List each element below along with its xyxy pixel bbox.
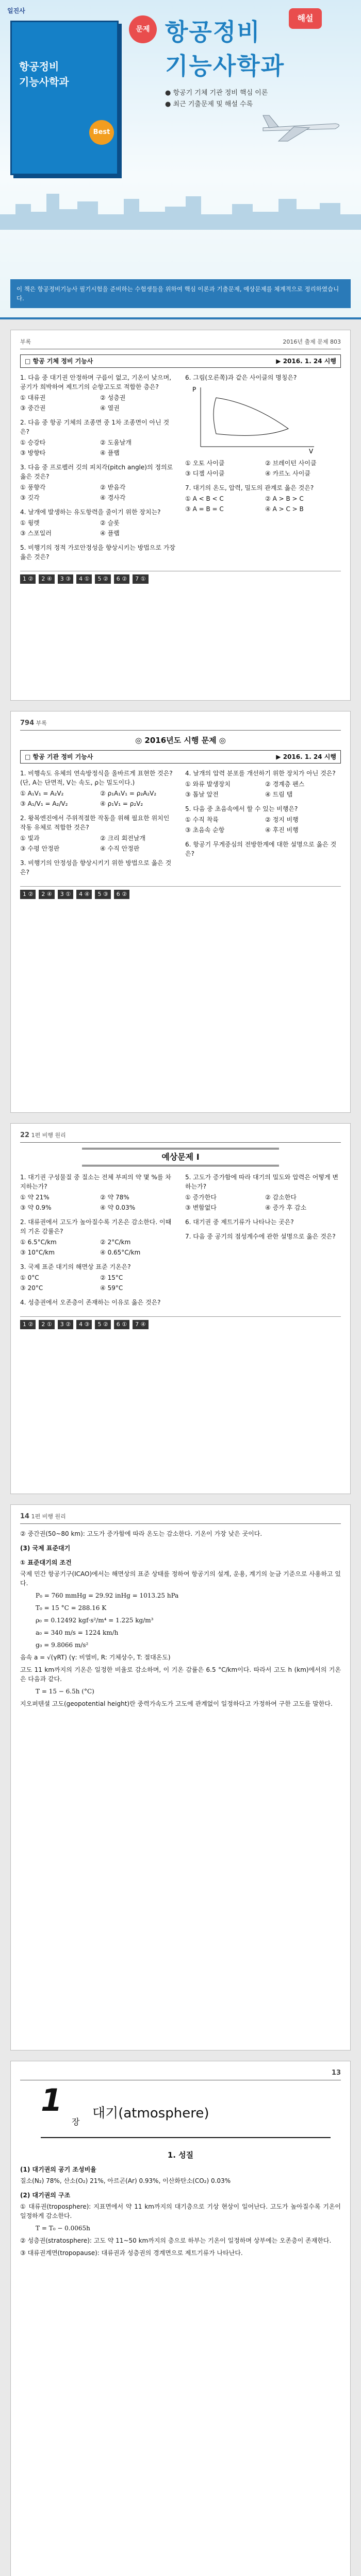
- exam-date: ▶ 2016. 1. 24 시행: [276, 358, 336, 365]
- page-number: 22: [20, 1131, 30, 1139]
- airplane-icon: [258, 108, 346, 144]
- cover-intro: 이 책은 항공정비기능사 필기시험을 준비하는 수험생들을 위하여 핵심 이론과 기출문제, 예상문제를 체계적으로 정리하였습니다.: [10, 279, 351, 308]
- book-cover: [0, 0, 361, 319]
- page-number: 794: [20, 719, 35, 727]
- question: 5. 비행기의 정적 가로안정성을 향상시키는 방법으로 가장 옳은 것은?: [20, 544, 175, 561]
- exam-page-1: [10, 330, 351, 701]
- feature-list: [165, 88, 268, 110]
- chapter-title: 대기(atmosphere): [92, 2106, 209, 2121]
- paragraph: 국제 민간 항공기구(ICAO)에서는 해면상의 표준 상태를 정하여 항공기의 설계, 운용, 계기의 눈금 기준으로 사용하고 있다.: [20, 1570, 341, 1587]
- page-number: 13: [331, 2069, 341, 2077]
- section-banner: ◎ 2016년도 시행 문제 ◎: [135, 736, 226, 745]
- runhead-right: 2016년 출제 문제 803: [283, 338, 341, 345]
- formula: T = T₀ − 0.0065h: [36, 2225, 90, 2232]
- running-head: 22 1편 비행 원리: [20, 1131, 341, 1143]
- question: 4. 날개의 압력 분포를 개선하기 위한 장치가 아닌 것은? ① 와류 발생장치 ② 경계층 펜스 ③ 톱날 앞전 ④ 트림 탭: [185, 770, 336, 798]
- best-badge: Best: [89, 120, 114, 145]
- book-title-1: 항공정비: [19, 60, 59, 73]
- sub-heading: ① 표준대기의 조건: [20, 1559, 72, 1566]
- chapter-page: [10, 2061, 351, 2576]
- pv-diagram: [185, 382, 319, 454]
- feature-item: ● 최근 기출문제 및 해설 수록: [165, 100, 253, 108]
- running-head: 794 부록: [20, 719, 341, 731]
- question: 3. 다음 중 프로펠러 깃의 피치각(pitch angle)의 정의로 옳은 것은? ① 풍향각 ② 받음각 ③ 깃각 ④ 경사각: [20, 464, 173, 501]
- chapter-word: 장: [72, 2117, 80, 2127]
- formula: a₀ = 340 m/s = 1224 km/h: [36, 1629, 119, 1636]
- running-head: [20, 2069, 341, 2080]
- feature-item: ● 항공기 기체 기관 정비 핵심 이론: [165, 89, 268, 97]
- question: 1. 다음 중 대기권 안정하며 구름이 없고, 기온이 낮으며, 공기가 희박하여 제트기의 순항고도로 적합한 층은? ① 대류권 ② 성층권 ③ 중간권 ④ 열권: [20, 374, 172, 412]
- question: 5. 고도가 증가함에 따라 대기의 밀도와 압력은 어떻게 변하는가? ① 증가한다 ② 감소한다 ③ 변함없다 ④ 증가 후 감소: [185, 1174, 338, 1211]
- exam-bar: [20, 354, 341, 368]
- practice-page: [10, 1123, 351, 1494]
- paragraph: 음속 a = √(γRT) (γ: 비열비, R: 기체상수, T: 절대온도): [20, 1654, 171, 1661]
- paragraph: ② 중간권(50~80 km): 고도가 증가함에 따라 온도는 감소한다. 기온이 가장 낮은 곳이다.: [20, 1530, 262, 1537]
- paragraph: ③ 대류권계면(tropopause): 대류권과 성층권의 경계면으로 제트기류가 나타난다.: [20, 2249, 243, 2257]
- question: 6. 그림(오른쪽)과 같은 사이클의 명칭은? P V ① 오토 사이클 ② 브레이턴 사이클 ③ 디젤 사이클 ④ 카르노 사이클: [185, 373, 341, 478]
- exam-name: □ 항공 기체 정비 기능사: [25, 358, 93, 365]
- question: 3. 국제 표준 대기의 해면상 표준 기온은? ① 0°C ② 15°C ③ 20°C ④ 59°C: [20, 1263, 131, 1292]
- answer-key: 1 ② 2 ④ 3 ③ 4 ① 5 ② 6 ② 7 ①: [20, 571, 341, 584]
- question: 7. 대기의 온도, 압력, 밀도의 관계로 옳은 것은? ① A < B < C ② A > B > C ③ A = B = C ④ A > C > B: [185, 484, 314, 513]
- paragraph: 지오퍼텐셜 고도(geopotential height)란 중력가속도가 고도에 관계없이 일정하다고 가정하여 구한 고도를 말한다.: [20, 1700, 333, 1707]
- exam-page-2: [10, 711, 351, 1113]
- section-heading: (3) 국제 표준대기: [20, 1545, 71, 1552]
- graph-x-label: V: [309, 448, 314, 454]
- sub-heading: (2) 대기권의 구조: [20, 2192, 71, 2199]
- question: 2. 왕복엔진에서 주위적절한 작동을 위해 필요한 위치인 작동 유체로 적합한 것은? ① 빛과 ② 크리 회전날개 ③ 수평 안정판 ④ 수직 안정판: [20, 815, 170, 852]
- book-title-2: 기능사학과: [19, 76, 69, 88]
- running-head: 14 1편 비행 원리: [20, 1512, 341, 1524]
- formula: ρ₀ = 0.12492 kgf·s²/m⁴ = 1.225 kg/m³: [36, 1617, 154, 1624]
- chapter-header: [20, 2082, 341, 2147]
- answer-key: 1 ② 2 ④ 3 ① 4 ④ 5 ③ 6 ②: [20, 886, 341, 899]
- question: 5. 다음 중 초음속에서 할 수 있는 비행은? ① 수직 착륙 ② 정지 비행 ③ 초음속 순항 ④ 후진 비행: [185, 805, 299, 834]
- exam-bar: □ 항공 기관 정비 기능사 ▶ 2016. 1. 24 시행: [20, 750, 341, 764]
- divider: [41, 2137, 331, 2138]
- sub-heading: (1) 대기권의 공기 조성비율: [20, 2166, 96, 2173]
- paragraph: ① 대류권(troposphere): 지표면에서 약 11 km까지의 대기층으로 기상 현상이 일어난다. 고도가 높아질수록 기온이 일정하게 감소한다.: [20, 2203, 341, 2219]
- question: 7. 다음 중 공기의 점성계수에 관한 설명으로 옳은 것은?: [185, 1233, 336, 1240]
- answer-key: 1 ② 2 ① 3 ② 4 ③ 5 ② 6 ① 7 ④: [20, 1316, 341, 1329]
- question: 6. 항공기 무게중심의 전방한계에 대한 설명으로 옳은 것은?: [185, 841, 337, 857]
- chapter-number: 1: [41, 2082, 62, 2119]
- paragraph: 질소(N₂) 78%, 산소(O₂) 21%, 아르곤(Ar) 0.93%, 이산화탄소(CO₂) 0.03%: [20, 2177, 231, 2184]
- formula: P₀ = 760 mmHg = 29.92 inHg = 1013.25 hPa: [36, 1592, 179, 1599]
- book-image: [10, 21, 119, 175]
- question: 4. 성층권에서 오존층이 존재하는 이유로 옳은 것은?: [20, 1299, 161, 1306]
- formula: g₀ = 9.8066 m/s²: [36, 1641, 89, 1649]
- paragraph: ② 성층권(stratosphere): 고도 약 11~50 km까지의 층으로 하부는 기온이 일정하며 상부에는 오존층이 존재한다.: [20, 2237, 332, 2244]
- city-skyline-icon: [0, 183, 361, 230]
- graph-y-label: P: [192, 386, 196, 393]
- formula: T = 15 − 6.5h (°C): [36, 1688, 94, 1695]
- question: 2. 대류권에서 고도가 높아질수록 기온은 감소한다. 이때의 기온 감률은? ① 6.5°C/km ② 2°C/km ③ 10°C/km ④ 0.65°C/km: [20, 1218, 172, 1256]
- question: 4. 날개에 발생하는 유도항력을 줄이기 위한 장치는? ① 윙렛 ② 슬롯 ③ 스포일러 ④ 플랩: [20, 509, 161, 537]
- formula: T₀ = 15 °C = 288.16 K: [36, 1604, 107, 1612]
- practice-banner: 예상문제 I: [82, 1148, 279, 1166]
- cover-title-1: 항공정비: [165, 18, 261, 46]
- section-title: 1. 성질: [167, 2150, 194, 2160]
- problem-tag: 문제: [129, 15, 157, 43]
- question: 2. 다음 중 항공 기체의 조종면 중 1차 조종면이 아닌 것은? ① 승강타 ② 도움날개 ③ 방향타 ④ 플랩: [20, 419, 170, 456]
- question: 6. 대기권 중 제트기류가 나타나는 곳은?: [185, 1218, 294, 1226]
- theory-page-14: [10, 1504, 351, 2050]
- paragraph: 고도 11 km까지의 기온은 일정한 비율로 감소하며, 이 기온 감률은 6.5 °C/km이다. 따라서 고도 h (km)에서의 기온은 다음과 같다.: [20, 1666, 341, 1683]
- runhead-left: 부록: [20, 338, 31, 345]
- explanation-tag: 해설: [289, 8, 322, 29]
- running-head: [20, 337, 341, 349]
- question: 3. 비행기의 안정성을 향상시키기 위한 방법으로 옳은 것은?: [20, 859, 172, 876]
- cover-title-2: 기능사학과: [165, 52, 285, 80]
- publisher-logo: 일진사: [7, 7, 25, 14]
- page-number: 14: [20, 1513, 30, 1520]
- question: 1. 비행속도 유체의 연속방정식을 올바르게 표현한 것은? (단, A는 단면적, V는 속도, ρ는 밀도이다.) ① A₁V₁ = A₂V₂ ② ρ₁A₁V₁ = ρ₂A₂V₂ ③ A₁/V₁ = A₂/V₂ ④ ρ₁V₁ = ρ₂V₂: [20, 770, 173, 807]
- question: 1. 대기권 구성물질 중 질소는 전체 부피의 약 몇 %를 차지하는가? ① 약 21% ② 약 78% ③ 약 0.9% ④ 약 0.03%: [20, 1174, 171, 1211]
